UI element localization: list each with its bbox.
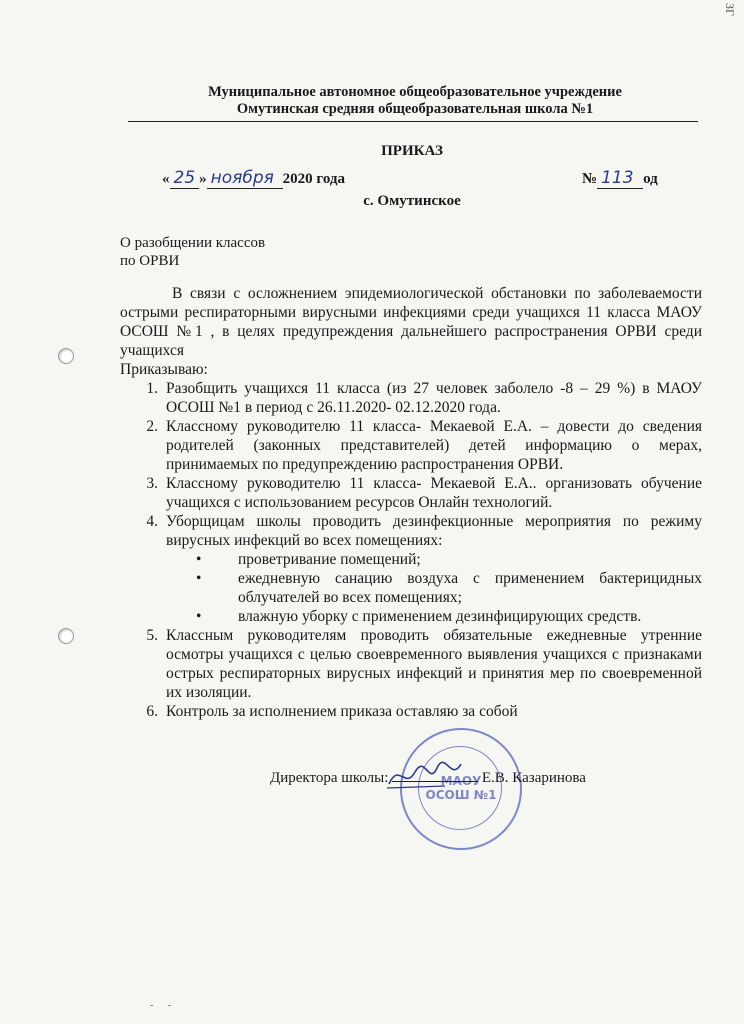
order-text: Классному руководителю 11 класса- Мекаевой Е.А. – довести до сведения родителей (законных представителей) детей информацию о мерах, принимаемых по предупреждению распространения ОРВИ.: [166, 418, 702, 473]
order-number: 6.: [146, 703, 158, 720]
seal-line-2: ОСОШ №1: [425, 788, 497, 802]
order-number: 2.: [146, 418, 158, 435]
bullet-text: влажную уборку с применением дезинфицирующих средств.: [238, 608, 642, 625]
order-number: 5.: [146, 627, 158, 644]
order-text: Разобщить учащихся 11 класса (из 27 человек заболело -8 – 29 %) в МАОУ ОСОШ №1 в период с 26.11.2020- 02.12.2020 года.: [166, 380, 702, 416]
number-value: 113: [597, 168, 643, 189]
date-year: 2020 года: [282, 171, 345, 187]
order-number: 1.: [146, 380, 158, 397]
preamble: В связи с осложнением эпидемиологической обстановки по заболеваемости острыми респираторными вирусными инфекциями среди учащихся 11 класса МАОУ ОСОШ №1 , в целях предупреждения дальнейшего распространения ОРВИ среди учащихся: [120, 285, 702, 359]
header-line-1: Муниципальное автономное общеобразовательное учреждение: [208, 84, 622, 100]
bullet-item: [120, 607, 702, 626]
bullet-text: ежедневную санацию воздуха с применением бактерицидных облучателей во всех помещениях;: [238, 570, 702, 606]
order-body: [120, 284, 702, 721]
punch-hole: [58, 628, 74, 644]
date-open-quote: «: [162, 171, 170, 187]
scan-marks: - -: [150, 1000, 178, 1011]
orders-list: [120, 379, 702, 721]
bullet-list: [120, 550, 702, 626]
date-day: 25: [170, 168, 200, 189]
order-item: [120, 512, 702, 550]
order-item: [120, 474, 702, 512]
bullet-item: [120, 550, 702, 569]
order-item: [120, 702, 702, 721]
bullet-icon: [196, 550, 238, 569]
number-suffix: од: [643, 171, 658, 187]
order-number: [582, 168, 658, 189]
signature-label: Директора школы:: [270, 770, 389, 786]
bullet-icon: [196, 569, 238, 607]
subject-line-1: О разобщении классов: [120, 235, 266, 251]
order-word: Приказываю:: [120, 361, 208, 378]
seal-line-1: МАОУ: [440, 774, 482, 788]
header-rule: [128, 121, 698, 122]
corner-mark: ЗГ: [723, 3, 738, 16]
signature-name: Е.В. Казаринова: [481, 770, 586, 786]
order-item: [120, 379, 702, 417]
order-text: Классному руководителю 11 класса- Мекаевой Е.А.. организовать обучение учащихся с использованием ресурсов Онлайн технологий.: [166, 475, 702, 511]
order-text: Контроль за исполнением приказа оставляю за собой: [166, 703, 518, 720]
subject-line-2: по ОРВИ: [120, 253, 180, 269]
bullet-text: проветривание помещений;: [238, 551, 421, 568]
order-item: [120, 626, 702, 702]
order-number: 3.: [146, 475, 158, 492]
bullet-item: [120, 569, 702, 607]
punch-hole: [58, 348, 74, 364]
signature-underline: [392, 781, 478, 782]
order-text: Уборщицам школы проводить дезинфекционные мероприятия по режиму вирусных инфекций во всех помещениях:: [166, 513, 702, 549]
order-number: 4.: [146, 513, 158, 530]
order-item: [120, 417, 702, 474]
institution-header: [130, 84, 700, 118]
date-month: ноября: [207, 168, 283, 189]
place: с. Омутинское: [363, 193, 461, 209]
signature-line: [270, 770, 586, 787]
date-close-quote: »: [199, 171, 207, 187]
date-line: [162, 168, 345, 189]
header-line-2: Омутинская средняя общеобразовательная школа №1: [236, 101, 594, 117]
document-title: ПРИКАЗ: [381, 143, 443, 159]
bullet-icon: [196, 607, 238, 626]
order-text: Классным руководителям проводить обязательные ежедневные утренние осмотры учащихся с целью своевременного выявления учащихся с признаками острых респираторных вирусных инфекций и принятия мер по своевременной их изоляции.: [166, 627, 702, 701]
number-prefix: №: [582, 171, 598, 187]
subject: [120, 234, 265, 270]
